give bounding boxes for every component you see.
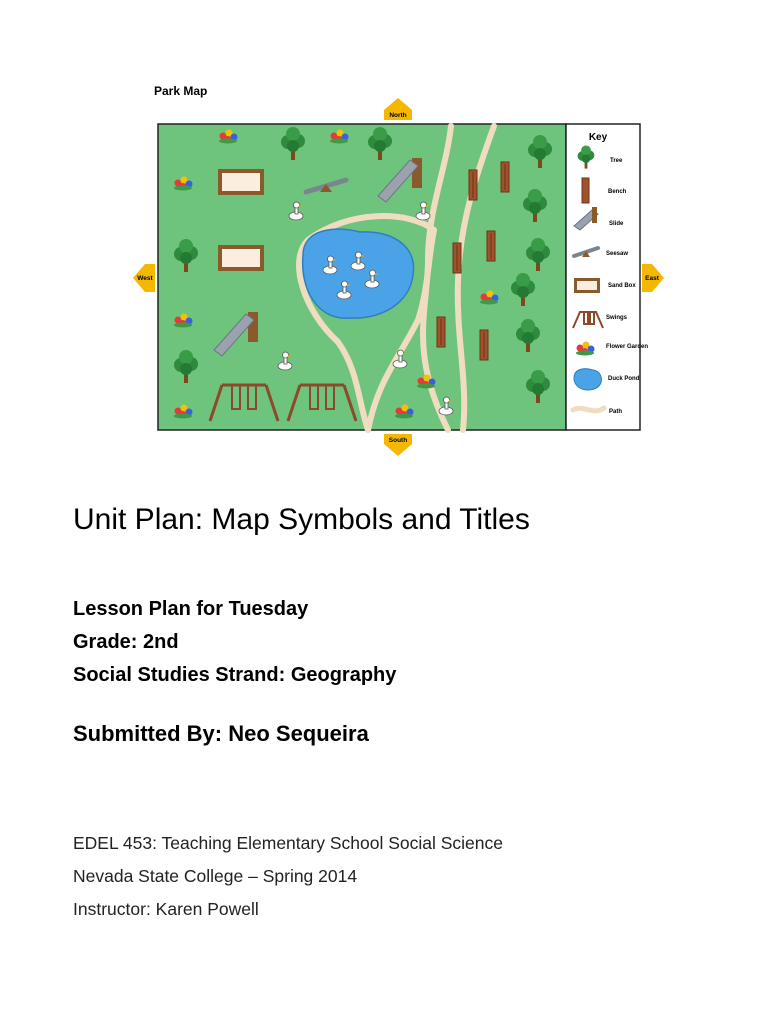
map-title: Park Map	[154, 84, 208, 98]
key-label: Swings	[606, 315, 628, 321]
east-label: East	[645, 275, 659, 282]
sandbox-icon	[218, 245, 264, 271]
key-label: Flower Garden	[606, 344, 649, 350]
west-arrow	[133, 264, 155, 292]
bench-icon	[453, 243, 461, 273]
key-label: Sand Box	[608, 283, 636, 289]
key-label: Slide	[609, 221, 624, 227]
submitted-by-line: Submitted By: Neo Sequeira	[73, 721, 369, 746]
college-line: Nevada State College – Spring 2014	[73, 866, 358, 886]
key-label: Tree	[610, 158, 623, 164]
bench-icon	[469, 170, 477, 200]
instructor-line: Instructor: Karen Powell	[73, 899, 259, 919]
north-label: North	[389, 112, 407, 119]
course-line: EDEL 453: Teaching Elementary School Social Science	[73, 833, 503, 853]
lesson-plan-line: Lesson Plan for Tuesday	[73, 598, 309, 620]
map-key-title: Key	[588, 132, 608, 143]
key-label: Path	[609, 409, 623, 415]
duck-pond-icon	[574, 369, 601, 390]
key-label: Bench	[608, 189, 627, 195]
bench-icon	[487, 231, 495, 261]
path-icon	[573, 408, 604, 411]
west-label: West	[137, 275, 153, 282]
key-label: Duck Pond	[608, 376, 640, 382]
east-arrow	[642, 264, 664, 292]
bench-icon	[501, 162, 509, 192]
duck-pond	[303, 229, 414, 318]
grade-line: Grade: 2nd	[73, 631, 179, 653]
bench-icon	[437, 317, 445, 347]
park-map-figure	[128, 80, 668, 460]
document-title: Unit Plan: Map Symbols and Titles	[73, 503, 530, 536]
sandbox-icon	[574, 278, 600, 293]
strand-line: Social Studies Strand: Geography	[73, 664, 397, 686]
south-arrow	[384, 434, 412, 456]
park-map	[128, 80, 668, 460]
south-label: South	[388, 437, 408, 444]
bench-icon	[480, 330, 488, 360]
key-label: Seesaw	[606, 251, 629, 257]
north-arrow	[384, 98, 412, 120]
slide-icon	[592, 207, 597, 223]
bench-icon	[582, 178, 589, 203]
sandbox-icon	[218, 169, 264, 195]
